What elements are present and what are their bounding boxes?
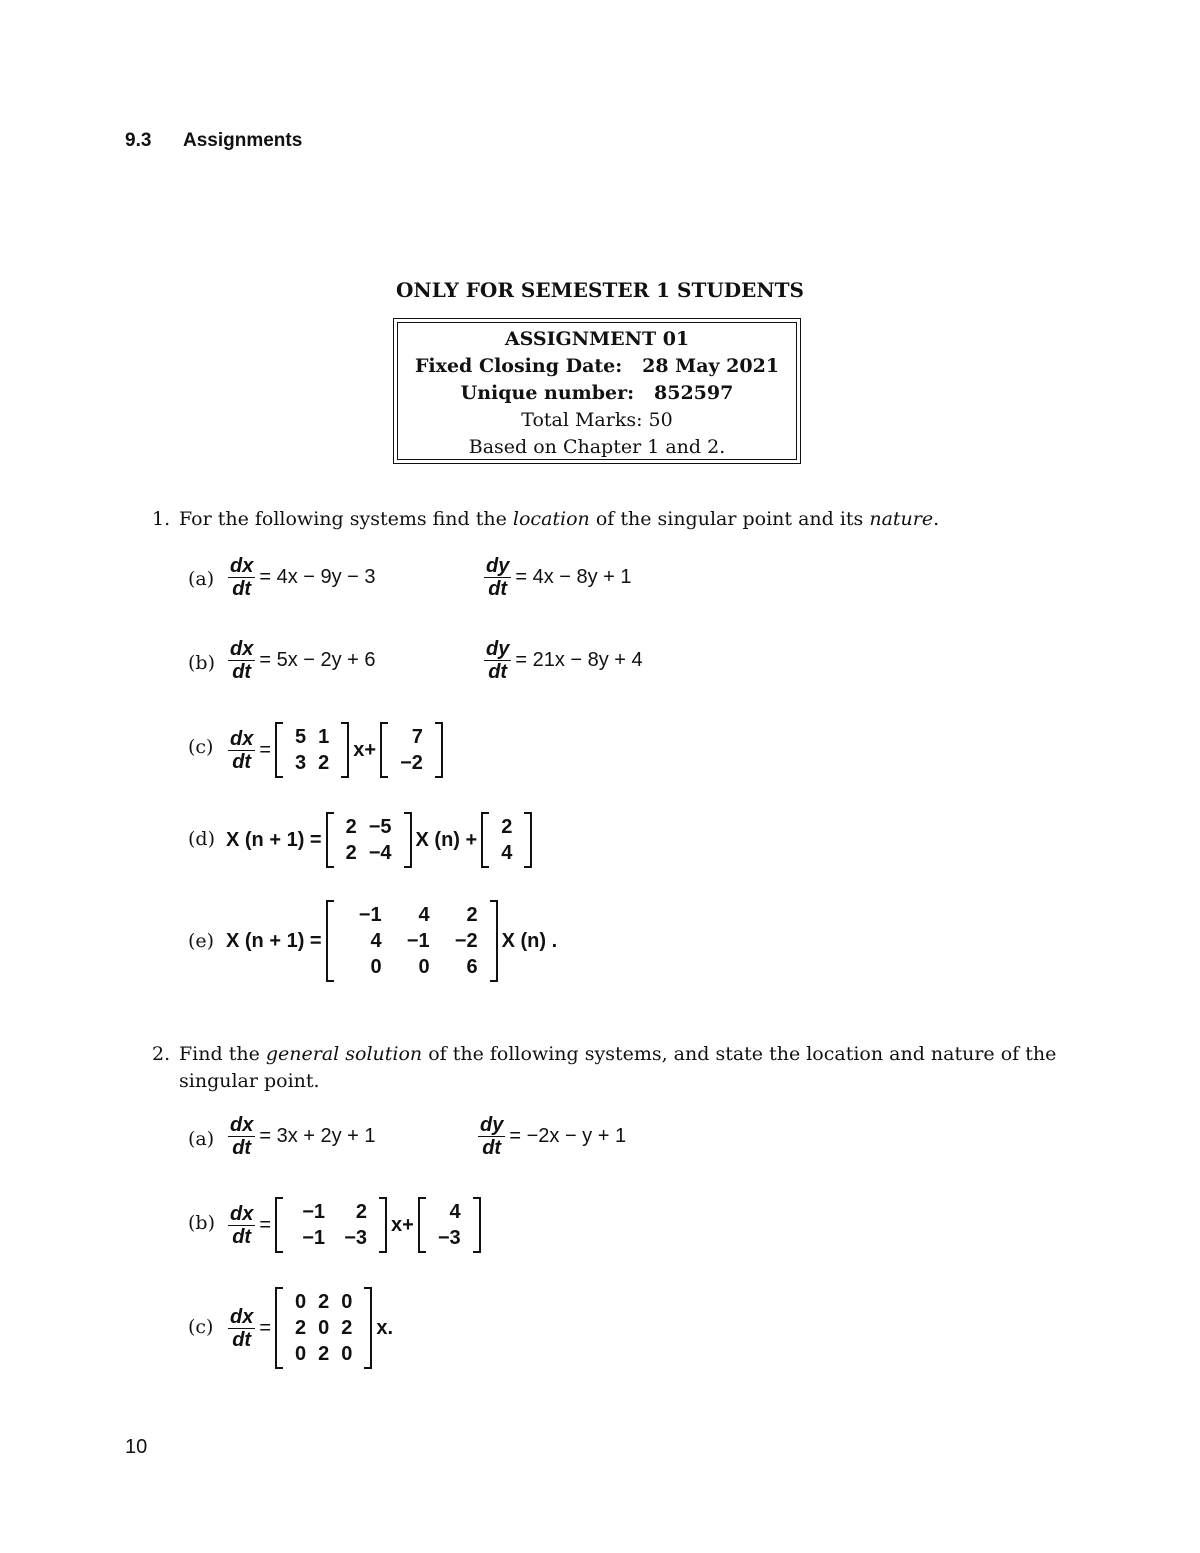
- numerator: dx: [230, 1114, 254, 1136]
- question-text: Find the: [179, 1043, 266, 1065]
- coefficient-matrix: [275, 1197, 387, 1253]
- equation-1a-y: [484, 555, 632, 600]
- denominator: dt: [488, 661, 508, 683]
- question-emphasis: general solution: [265, 1043, 423, 1065]
- question-text: of the following systems, and state the location and nature of the singular point.: [179, 1043, 1057, 1092]
- equals: =: [259, 738, 272, 761]
- matrix-entry: 2: [295, 1317, 307, 1339]
- matrix-entry: 0: [418, 956, 430, 978]
- derivative: [228, 1306, 255, 1351]
- denominator: dt: [232, 1328, 252, 1351]
- matrix-entry: −5: [368, 816, 392, 838]
- matrix-entry: 4: [418, 904, 430, 926]
- part-label: (d): [188, 828, 215, 850]
- matrix-entry: −4: [368, 842, 392, 864]
- state-vector: x.: [376, 1316, 394, 1339]
- matrix-entry: 0: [370, 956, 382, 978]
- page-number: 10: [125, 1436, 148, 1458]
- matrix-entry: 0: [318, 1317, 330, 1339]
- coefficient-matrix: [275, 722, 349, 778]
- part-label: (b): [188, 1212, 215, 1234]
- numerator: dx: [230, 1202, 254, 1225]
- rhs: = −2x − y + 1: [509, 1125, 627, 1147]
- vector-entry: 4: [501, 842, 513, 864]
- matrix-entry: 2: [318, 1343, 330, 1365]
- part-label: (c): [188, 1316, 214, 1338]
- numerator: dy: [486, 555, 510, 577]
- rhs: = 3x + 2y + 1: [259, 1125, 376, 1147]
- state-vector: x+: [391, 1213, 414, 1236]
- matrix-entry: 2: [345, 816, 357, 838]
- matrix-entry: 0: [295, 1343, 307, 1365]
- rhs: = 4x − 9y − 3: [259, 566, 376, 588]
- numerator: dx: [230, 727, 254, 750]
- derivative: [478, 1114, 505, 1159]
- question-number: 2.: [152, 1043, 171, 1065]
- question-emphasis: location: [512, 508, 590, 530]
- section-title: Assignments: [183, 130, 303, 151]
- matrix-entry: −1: [302, 1227, 326, 1249]
- rhs: = 21x − 8y + 4: [515, 649, 643, 671]
- equation-1c: [228, 722, 447, 778]
- question-text: .: [933, 508, 940, 530]
- denominator: dt: [232, 1225, 252, 1248]
- coefficient-matrix: [326, 812, 412, 868]
- unique-number: Unique number: 852597: [460, 382, 734, 404]
- numerator: dx: [230, 1305, 254, 1328]
- numerator: dx: [230, 555, 254, 577]
- matrix-entry: 2: [355, 1201, 368, 1223]
- denominator: dt: [232, 578, 252, 600]
- section-heading: [125, 130, 302, 152]
- matrix-entry: 6: [466, 956, 478, 978]
- matrix-entry: 2: [345, 842, 357, 864]
- constant-vector: [481, 812, 532, 868]
- derivative: [228, 728, 255, 773]
- lhs: X (n + 1) =: [226, 929, 322, 952]
- matrix-entry: 2: [318, 1291, 330, 1313]
- coefficient-matrix: [326, 900, 498, 982]
- rhs: = 5x − 2y + 6: [259, 649, 376, 671]
- numerator: dx: [230, 638, 254, 660]
- question-emphasis: nature: [869, 508, 934, 530]
- constant-vector: [380, 722, 443, 778]
- matrix-entry: −1: [358, 904, 382, 926]
- section-number: 9.3: [125, 130, 152, 151]
- derivative: [228, 555, 255, 600]
- equation-1d: [226, 812, 536, 868]
- closing-date: Fixed Closing Date: 28 May 2021: [414, 355, 780, 377]
- matrix-entry: 0: [341, 1343, 353, 1365]
- derivative: [484, 555, 511, 600]
- matrix-entry: 0: [341, 1291, 353, 1313]
- matrix-entry: −3: [344, 1227, 368, 1249]
- derivative: [228, 1114, 255, 1159]
- lhs: X (n + 1) =: [226, 828, 322, 851]
- equation-1a-x: [228, 555, 376, 600]
- matrix-entry: 3: [295, 752, 307, 774]
- vector-entry: −2: [400, 752, 423, 774]
- equation-1b-y: [484, 638, 643, 683]
- numerator: dy: [480, 1114, 504, 1136]
- part-label: (b): [188, 652, 215, 674]
- rhs: = 4x − 8y + 1: [515, 566, 632, 588]
- denominator: dt: [232, 661, 252, 683]
- equation-1b-x: [228, 638, 376, 683]
- total-marks: Total Marks: 50: [521, 409, 673, 431]
- matrix-entry: 2: [318, 752, 330, 774]
- question-text: For the following systems find the: [179, 508, 513, 530]
- denominator: dt: [488, 578, 508, 600]
- equation-2a-x: [228, 1114, 376, 1159]
- derivative: [228, 638, 255, 683]
- part-label: (a): [188, 568, 215, 590]
- vector-entry: 4: [449, 1201, 461, 1223]
- question-text: of the singular point and its: [589, 508, 870, 530]
- equals: =: [259, 1213, 272, 1236]
- matrix-entry: −1: [406, 930, 430, 952]
- matrix-entry: −2: [454, 930, 478, 952]
- part-label: (a): [188, 1128, 215, 1150]
- part-label: (e): [188, 930, 215, 952]
- numerator: dy: [486, 638, 510, 660]
- matrix-entry: 1: [318, 726, 330, 748]
- vector-entry: −3: [437, 1227, 461, 1249]
- denominator: dt: [482, 1137, 502, 1159]
- vector-entry: 2: [501, 816, 513, 838]
- question-number: 1.: [152, 508, 171, 530]
- matrix-entry: −1: [302, 1201, 326, 1223]
- constant-vector: [418, 1197, 481, 1253]
- vector-entry: 7: [411, 726, 423, 748]
- matrix-entry: 2: [341, 1317, 353, 1339]
- coefficient-matrix: [275, 1287, 372, 1369]
- audience-note: ONLY FOR SEMESTER 1 STUDENTS: [396, 278, 804, 302]
- state-vector: X (n) .: [501, 929, 558, 952]
- derivative: [484, 638, 511, 683]
- question-1: [152, 508, 1109, 530]
- state-vector: x+: [353, 738, 377, 761]
- derivative: [228, 1203, 255, 1248]
- equals: =: [259, 1316, 272, 1339]
- question-2: [152, 1041, 1104, 1095]
- matrix-entry: 0: [295, 1291, 307, 1313]
- equation-2c: [228, 1287, 393, 1369]
- matrix-entry: 4: [370, 930, 382, 952]
- based-on: Based on Chapter 1 and 2.: [468, 436, 726, 458]
- assignment-box: [397, 322, 797, 460]
- equation-1e: [226, 900, 557, 982]
- assignment-title: ASSIGNMENT 01: [504, 328, 690, 350]
- state-vector: X (n) +: [415, 828, 478, 851]
- matrix-entry: 5: [295, 726, 307, 748]
- denominator: dt: [232, 750, 252, 773]
- part-label: (c): [188, 736, 214, 758]
- matrix-entry: 2: [466, 904, 478, 926]
- equation-2a-y: [478, 1114, 626, 1159]
- equation-2b: [228, 1197, 485, 1253]
- denominator: dt: [232, 1137, 252, 1159]
